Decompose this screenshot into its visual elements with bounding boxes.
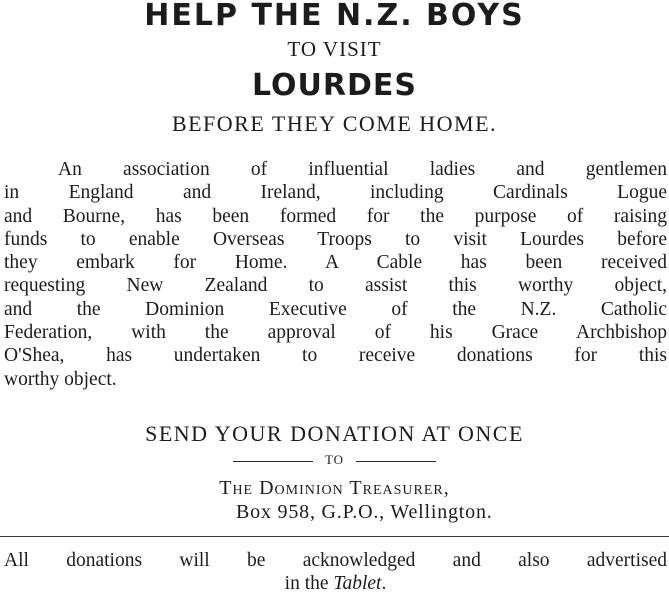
body-line: An association of influential ladies and gentlemen xyxy=(58,159,667,180)
acknowledgement-suffix: . xyxy=(381,573,387,594)
body-line: O'Shea, has undertaken to receive donations for this xyxy=(4,345,667,367)
place-title: LOURDES xyxy=(251,68,417,103)
acknowledgement-line-2 xyxy=(4,572,667,595)
to-separator xyxy=(0,452,669,470)
rule-right xyxy=(356,461,436,462)
body-line: Federation, with the approval of his Grace Archbishop xyxy=(4,322,667,344)
body-paragraph xyxy=(4,158,667,391)
body-line: they embark for Home. A Cable has been received xyxy=(4,252,667,274)
postal-address: Box 958, G.P.O., Wellington. xyxy=(236,501,493,523)
divider-rule xyxy=(0,536,669,537)
rule-left xyxy=(233,461,313,462)
body-line: requesting New Zealand to assist this worthy object, xyxy=(4,275,667,297)
call-to-action: SEND YOUR DONATION AT ONCE xyxy=(145,421,524,446)
acknowledgement-prefix: in the xyxy=(284,573,334,594)
recipient: The Dominion Treasurer, xyxy=(219,477,450,499)
body-line: and the Dominion Executive of the N.Z. Catholic xyxy=(4,298,667,320)
body-line: worthy object. xyxy=(4,368,117,390)
body-line: and Bourne, has been formed for the purpose of raising xyxy=(4,205,667,227)
body-line: funds to enable Overseas Troops to visit Lourdes before xyxy=(4,228,667,250)
to-visit-line: TO VISIT xyxy=(287,37,382,61)
acknowledgement xyxy=(4,549,667,595)
headline: HELP THE N.Z. BOYS xyxy=(144,0,525,33)
body-line: in England and Ireland, including Cardinals Logue xyxy=(4,182,667,204)
acknowledgement-line: All donations will be acknowledged and also advertised xyxy=(4,550,667,571)
publication-name: Tablet xyxy=(333,573,382,594)
subheading: BEFORE THEY COME HOME. xyxy=(171,111,498,136)
to-label: TO xyxy=(324,452,345,467)
